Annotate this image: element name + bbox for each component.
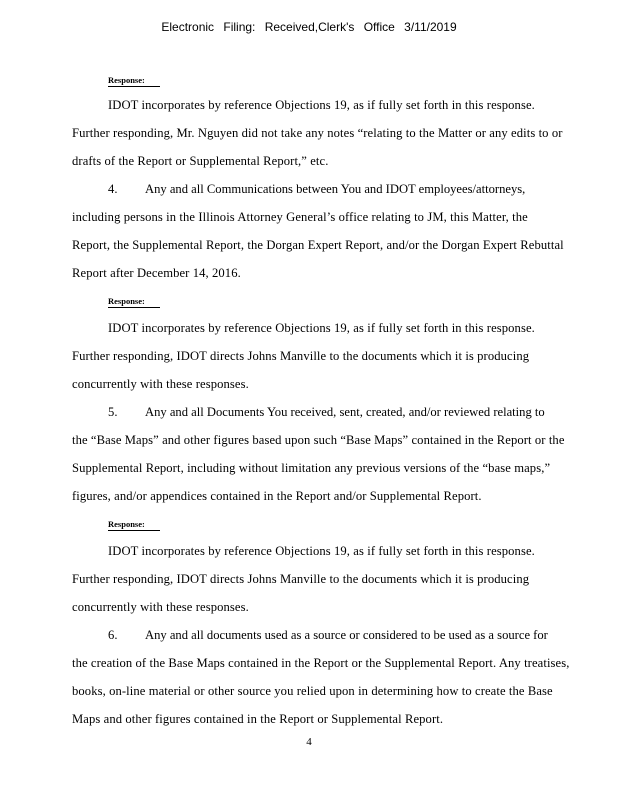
- request-text: Maps and other figures contained in the Report or Supplemental Report.: [72, 712, 444, 726]
- request-text: Any and all Documents You received, sent, created, and/or reviewed relating to: [145, 405, 545, 419]
- response-label: Response:: [108, 296, 145, 306]
- request-text: the “Base Maps” and other figures based upon such “Base Maps” contained in the Report or the: [72, 433, 565, 447]
- request-text: books, on-line material or other source you relied upon in determining how to create the Base: [72, 684, 553, 698]
- response-underline: [108, 530, 160, 531]
- response-text: Further responding, Mr. Nguyen did not take any notes “relating to the Matter or any edits to or: [72, 126, 563, 140]
- filing-header: Electronic Filing: Received,Clerk's Office 3/11/2019: [161, 20, 457, 34]
- response-text: Further responding, IDOT directs Johns Manville to the documents which it is producing: [72, 349, 530, 363]
- response-text: concurrently with these responses.: [72, 377, 249, 391]
- response-underline: [108, 307, 160, 308]
- request-text: Supplemental Report, including without limitation any previous versions of the “base maps,”: [72, 461, 551, 475]
- request-text: Report, the Supplemental Report, the Dorgan Expert Report, and/or the Dorgan Expert Rebuttal: [72, 238, 564, 252]
- request-text: Report after December 14, 2016.: [72, 266, 241, 280]
- request-text: Any and all documents used as a source or considered to be used as a source for: [145, 628, 548, 642]
- request-text: figures, and/or appendices contained in the Report and/or Supplemental Report.: [72, 489, 482, 503]
- response-text: IDOT incorporates by reference Objections 19, as if fully set forth in this response.: [108, 544, 535, 558]
- response-text: Further responding, IDOT directs Johns Manville to the documents which it is producing: [72, 572, 530, 586]
- response-text: drafts of the Report or Supplemental Report,” etc.: [72, 154, 329, 168]
- response-text: IDOT incorporates by reference Objections 19, as if fully set forth in this response.: [108, 321, 535, 335]
- response-text: IDOT incorporates by reference Objections 19, as if fully set forth in this response.: [108, 98, 535, 112]
- request-text: the creation of the Base Maps contained in the Report or the Supplemental Report. Any treatises,: [72, 656, 570, 670]
- response-label: Response:: [108, 519, 145, 529]
- page-number: 4: [306, 736, 312, 748]
- request-text: including persons in the Illinois Attorney General’s office relating to JM, this Matter, the: [72, 210, 528, 224]
- request-number: 4.: [108, 182, 118, 196]
- response-text: concurrently with these responses.: [72, 600, 249, 614]
- request-number: 6.: [108, 628, 118, 642]
- request-number: 5.: [108, 405, 118, 419]
- response-underline: [108, 86, 160, 87]
- request-text: Any and all Communications between You and IDOT employees/attorneys,: [145, 182, 526, 196]
- response-label: Response:: [108, 75, 145, 85]
